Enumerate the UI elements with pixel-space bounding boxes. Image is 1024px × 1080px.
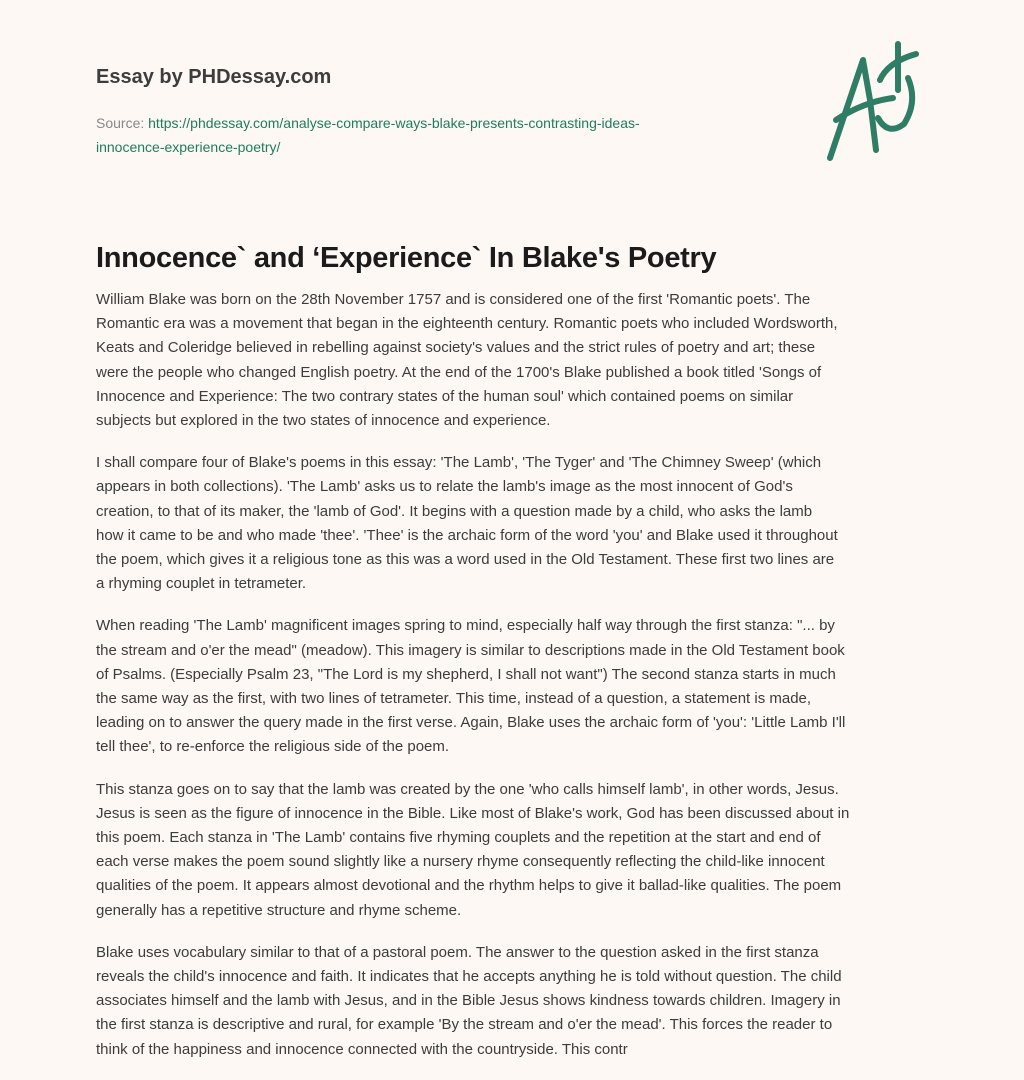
paragraph-line: Keats and Coleridge believed in rebelling against society's values and the strict rules of poetry and art; these xyxy=(96,339,816,357)
paragraph-line: Blake uses vocabulary similar to that of a pastoral poem. The answer to the question asked in the first stanza xyxy=(96,943,819,961)
paragraph-line: a rhyming couplet in tetrameter. xyxy=(96,575,307,593)
paragraph-line: generally has a repetitive structure and rhyme scheme. xyxy=(96,901,462,919)
paragraph-line: Innocence and Experience: The two contrary states of the human soul' which contained poems on similar xyxy=(96,387,794,405)
paragraph-line: the first stanza is descriptive and rural, for example 'By the stream and o'er the mead'. This forces the reader to xyxy=(96,1016,833,1034)
paragraph-line: the stream and o'er the mead" (meadow). This imagery is similar to descriptions made in the Old Testament book xyxy=(96,641,845,659)
paragraph-line: think of the happiness and innocence connected with the countryside. This contr xyxy=(96,1040,628,1058)
essay-paragraph xyxy=(96,614,946,759)
essay-body xyxy=(96,288,946,1080)
paragraph-line: the poem, which gives it a religious tone as this was a word used in the Old Testament. These first two lines are xyxy=(96,551,835,569)
paragraph-line: Jesus is seen as the figure of innocence in the Bible. Like most of Blake's work, God has been discussed about in xyxy=(96,804,850,822)
essay-paragraph xyxy=(96,288,946,433)
paragraph-line: this poem. Each stanza in 'The Lamb' contains five rhyming couplets and the repetition at the start and end of xyxy=(96,829,821,847)
source-line xyxy=(96,111,796,159)
essay-title: Innocence` and ‘Experience` In Blake's Poetry xyxy=(96,242,717,274)
paragraph-line: the same way as the first, with two lines of tetrameter. This time, instead of a question, a statement is made, xyxy=(96,690,812,708)
source-link[interactable]: https://phdessay.com/analyse-compare-ways-blake-presents-contrasting-ideas- innocence-experience-poetry/ xyxy=(96,115,640,155)
paragraph-line: of Psalms. (Especially Psalm 23, "The Lord is my shepherd, I shall not want") The second stanza starts in much xyxy=(96,665,836,683)
paragraph-line: William Blake was born on the 28th November 1757 and is considered one of the first 'Romantic poets'. The xyxy=(96,291,811,308)
paragraph-line: Romantic era was a movement that began in the eighteenth century. Romantic poets who included Wordsworth, xyxy=(96,315,838,333)
essay-paragraph xyxy=(96,941,946,1062)
essay-paragraph xyxy=(96,451,946,596)
a-plus-logo-icon xyxy=(818,40,928,165)
paragraph-line: appears in both collections). 'The Lamb' asks us to relate the lamb's image as the most innocent of God's xyxy=(96,478,793,496)
paragraph-line: This stanza goes on to say that the lamb was created by the one 'who calls himself lamb', in other words, Jesus. xyxy=(96,780,839,798)
paragraph-line: were the people who changed English poetry. At the end of the 1700's Blake published a book titled 'Songs of xyxy=(96,363,822,381)
paragraph-line: qualities of the poem. It appears almost devotional and the rhythm helps to give it ballad-like qualities. The poem xyxy=(96,877,842,895)
paragraph-line: I shall compare four of Blake's poems in this essay: 'The Lamb', 'The Tyger' and 'The Chimney Sweep' (which xyxy=(96,454,822,472)
paragraph-line: tell thee', to re-enforce the religious side of the poem. xyxy=(96,738,450,756)
paragraph-line: When reading 'The Lamb' magnificent images spring to mind, especially half way through the first stanza: "... by xyxy=(96,617,835,635)
paragraph-line: subjects but explored in the two states of innocence and experience. xyxy=(96,412,551,430)
essay-paragraph xyxy=(96,778,946,923)
source-label: Source: xyxy=(96,115,145,131)
site-brand: Essay by PHDessay.com xyxy=(96,66,332,88)
paragraph-line: leading on to answer the query made in the first verse. Again, Blake uses the archaic form of 'you': 'Little Lamb I'll xyxy=(96,714,846,732)
paragraph-line: creation, to that of its maker, the 'lamb of God'. It begins with a question made by a child, who asks the lamb xyxy=(96,502,813,520)
paragraph-line: how it came to be and who made 'thee'. 'Thee' is the archaic form of the word 'you' and Blake used it throughout xyxy=(96,526,838,544)
paragraph-line: reveals the child's innocence and faith. It indicates that he accepts anything he is told without question. The child xyxy=(96,968,842,986)
paragraph-line: each verse makes the poem sound slightly like a nursery rhyme consequently reflecting the child-like innocent xyxy=(96,853,825,871)
paragraph-line: associates himself and the lamb with Jesus, and in the Bible Jesus shows kindness towards children. Imagery in xyxy=(96,992,841,1010)
